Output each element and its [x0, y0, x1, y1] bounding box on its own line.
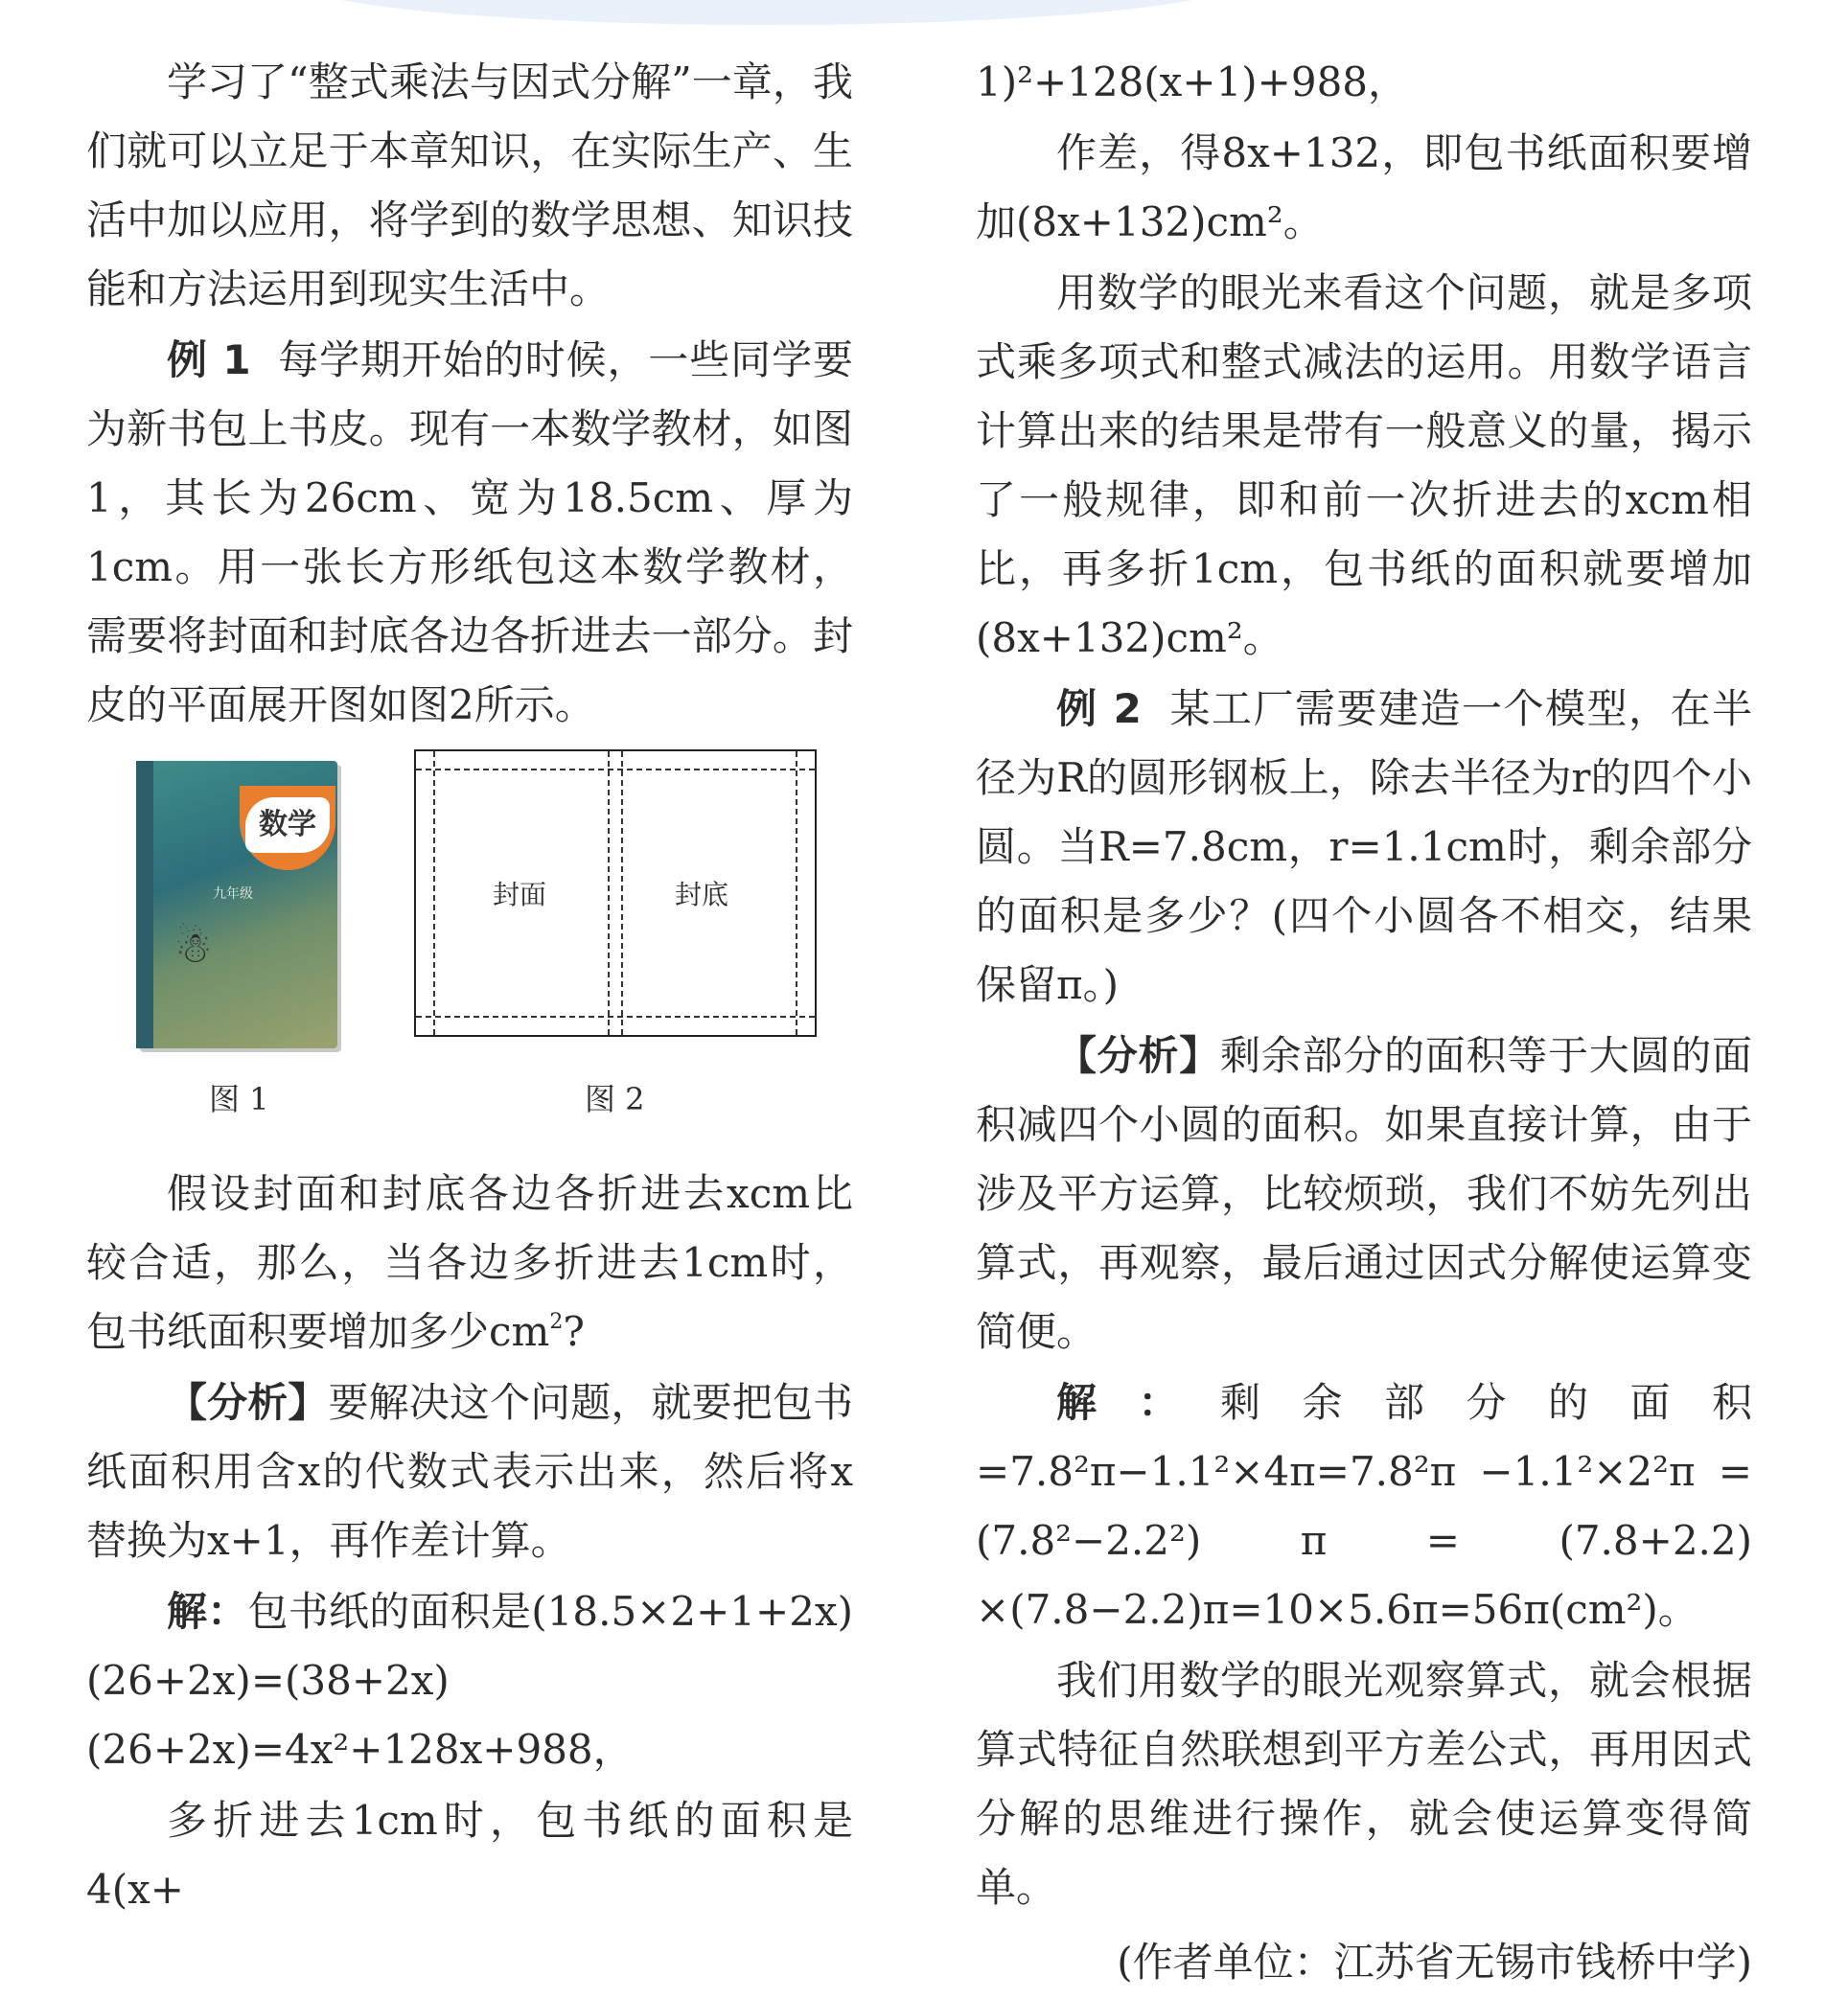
question-text: 假设封面和封底各边各折进去xcm比较合适，那么，当各边多折进去1cm时，包书纸面积要增加多少cm [86, 1170, 853, 1355]
conclusion-paragraph: 我们用数学的眼光观察算式，就会根据算式特征自然联想到平方差公式，再用因式分解的思维进行操作，就会使运算变得简单。 [976, 1657, 1752, 1911]
book-cover-net-diagram [414, 749, 817, 1037]
solution-2-label: 解： [1056, 1379, 1220, 1426]
book-spine [136, 761, 153, 1048]
solution-2-paragraph [976, 1368, 1752, 1644]
extra-fold-paragraph: 多折进去1cm时，包书纸的面积是4(x+ [86, 1797, 853, 1913]
author-affiliation: (作者单位：江苏省无锡市钱桥中学) [1117, 1939, 1752, 1986]
example-2-label: 例 2 [1056, 685, 1142, 732]
question-mark: ? [563, 1308, 585, 1355]
example-2-paragraph [976, 675, 1752, 1020]
book-title: 数学 [245, 797, 330, 853]
book-illustration: ☃ [174, 924, 213, 973]
difference-paragraph: 作差，得8x+132，即包书纸面积要增加(8x+132)cm²。 [976, 129, 1752, 245]
formula-continuation: 1)²+128(x+1)+988， [976, 58, 1409, 105]
math-textbook-image [136, 761, 337, 1048]
question-paragraph [86, 1160, 853, 1367]
fold-line-left [433, 751, 435, 1035]
figures-row [86, 749, 853, 1152]
example-1-text: 每学期开始的时候，一些同学要为新书包上书皮。现有一本数学教材，如图1，其长为26cm、宽为18.5cm、厚为1cm。用一张长方形纸包这本数学教材，需要将封面和封底各边各折进去一部分。封皮的平面展开图如图2所示。 [86, 336, 853, 728]
intro-paragraph: 学习了“整式乘法与因式分解”一章，我们就可以立足于本章知识，在实际生产、生活中加以应用，将学到的数学思想、知识技能和方法运用到现实生活中。 [86, 58, 853, 312]
solution-1-label: 解： [167, 1588, 248, 1635]
math-perspective-paragraph: 用数学的眼光来看这个问题，就是多项式乘多项式和整式减法的运用。用数学语言计算出来的结果是带有一般意义的量，揭示了一般规律，即和前一次折进去的xcm相比，再多折1cm，包书纸的面积就要增加(8x+132)cm²。 [976, 269, 1752, 661]
back-cover-label: 封底 [675, 879, 729, 910]
solution-1-paragraph [86, 1577, 853, 1784]
fold-line-right [796, 751, 797, 1035]
left-column [86, 48, 853, 1926]
analysis-2-text: 剩余部分的面积等于大圆的面积减四个小圆的面积。如果直接计算，由于涉及平方运算，比较烦琐，我们不妨先列出算式，再观察，最后通过因式分解使运算变简便。 [976, 1032, 1752, 1355]
right-column [976, 48, 1752, 1999]
spine-line-left [608, 751, 610, 1035]
example-1-paragraph [86, 326, 853, 740]
figure-1-caption: 图 1 [209, 1081, 269, 1117]
example-2-text: 某工厂需要建造一个模型，在半径为R的圆形钢板上，除去半径为r的四个小圆。当R=7.8cm，r=1.1cm时，剩余部分的面积是多少？(四个小圆各不相交，结果保留π。) [976, 685, 1752, 1008]
analysis-1-paragraph [86, 1368, 853, 1575]
spine-line-right [621, 751, 623, 1035]
question-superscript: 2 [549, 1310, 564, 1334]
solution-1-text: 包书纸的面积是(18.5×2+1+2x)(26+2x)=(38+2x)(26+2x)=4x²+128x+988， [86, 1588, 853, 1773]
fold-line-bottom [416, 1016, 815, 1018]
front-cover-label: 封面 [493, 879, 547, 910]
solution-2-text: 剩余部分的面积=7.8²π−1.1²×4π=7.8²π −1.1²×2²π = (7.8²−2.2²) π = (7.8+2.2) ×(7.8−2.2)π=10×5.6π=56π(cm²)。 [976, 1379, 1752, 1633]
fold-line-top [416, 769, 815, 770]
example-1-label: 例 1 [167, 336, 251, 383]
book-grade: 九年级 [213, 886, 253, 902]
analysis-1-label: 【分析】 [167, 1379, 329, 1426]
header-decoration [288, 0, 1246, 25]
analysis-2-label: 【分析】 [1056, 1032, 1220, 1079]
analysis-1-text: 要解决这个问题，就要把包书纸面积用含x的代数式表示出来，然后将x替换为x+1，再作差计算。 [86, 1379, 853, 1564]
analysis-2-paragraph [976, 1022, 1752, 1367]
figure-2-caption: 图 2 [585, 1081, 645, 1117]
